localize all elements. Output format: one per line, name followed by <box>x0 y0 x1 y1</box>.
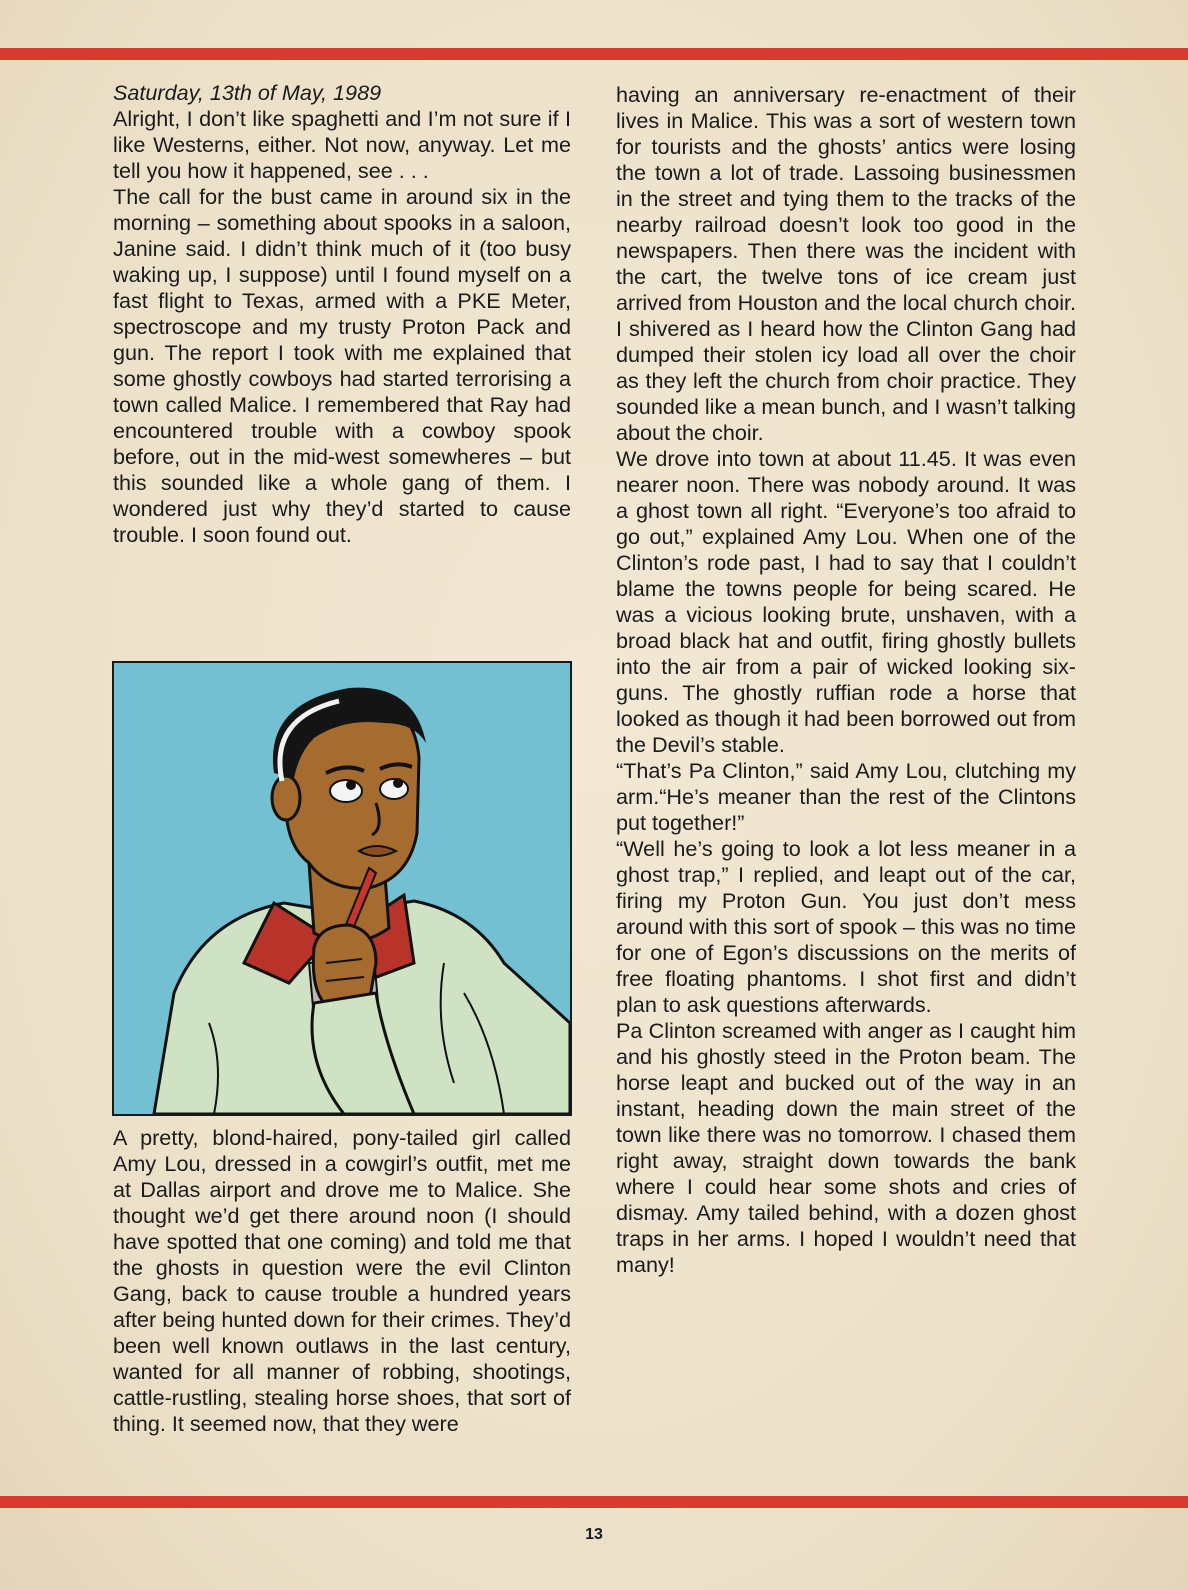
left-eye <box>330 780 362 802</box>
bottom-red-rule <box>0 1496 1188 1508</box>
paragraph: “Well he’s going to look a lot less meaner in a ghost trap,” I replied, and leapt out of the car, firing my Proton Gun. You just don’t mess around with this sort of spook – this was no time for one of Egon’s discussions on the merits of free floating phantoms. I shot first and didn’t plan to ask questions afterwards. <box>616 836 1076 1017</box>
paragraph: The call for the bust came in around six in the morning – something about spooks in a saloon, Janine said. I didn’t think much of it (too busy waking up, I suppose) until I found myself on a fast flight to Texas, armed with a PKE Meter, spectroscope and my trusty Proton Pack and gun. The report I took with me explained that some ghostly cowboys had started terrorising a town called Malice. I remembered that Ray had encountered trouble with a cowboy spook before, out in the mid-west somewheres – but this sounded like a whole gang of them. I wondered just why they’d started to cause trouble. I soon found out. <box>113 184 571 547</box>
character-portrait <box>114 663 570 1114</box>
paragraph: having an anniversary re-enactment of their lives in Malice. This was a sort of western town for tourists and the ghosts’ antics were losing the town a lot of trade. Lassoing businessmen in the street and tying them to the tracks of the nearby railroad doesn’t look too good in the newspapers. Then there was the incident with the cart, the twelve tons of ice cream just arrived from Houston and the local church choir. I shivered as I heard how the Clinton Gang had dumped their stolen icy load all over the choir as they left the church from choir practice. They sounded like a mean bunch, and I wasn’t talking about the choir. <box>616 82 1076 445</box>
paragraph: Alright, I don’t like spaghetti and I’m not sure if I like Westerns, either. Not now, anyway. Let me tell you how it happened, see . . . <box>113 106 571 183</box>
paragraph: We drove into town at about 11.45. It was even nearer noon. There was nobody around. It was a ghost town all right. “Everyone’s too afraid to go out,” explained Amy Lou. When one of the Clinton’s rode past, I had to say that I couldn’t blame the towns people for being scared. He was a vicious looking brute, unshaven, with a broad black hat and outfit, firing ghostly bullets into the air from a pair of wicked looking six-guns. The ghostly ruffian rode a horse that looked as though it had been borrowed out from the Devil’s stable. <box>616 446 1076 757</box>
comic-illustration <box>112 661 572 1116</box>
top-red-rule <box>0 48 1188 60</box>
left-lower-column <box>113 1125 571 1437</box>
right-pupil <box>393 778 403 788</box>
ear <box>272 776 300 820</box>
paragraph: “That’s Pa Clinton,” said Amy Lou, clutching my arm.“He’s meaner than the rest of the Clintons put together!” <box>616 758 1076 835</box>
paragraph: Pa Clinton screamed with anger as I caught him and his ghostly steed in the Proton beam. The horse leapt and bucked out of the way in an instant, heading down the main street of the town like there was no tomorrow. I chased them right away, straight down towards the bank where I could hear some shots and cries of dismay. Amy tailed behind, with a dozen ghost traps in her arms. I hoped I wouldn’t need that many! <box>616 1018 1076 1277</box>
article-date: Saturday, 13th of May, 1989 <box>113 80 382 105</box>
right-column <box>616 82 1076 1278</box>
page-number: 13 <box>585 1526 603 1543</box>
left-pupil <box>346 780 356 790</box>
paragraph: A pretty, blond-haired, pony-tailed girl called Amy Lou, dressed in a cowgirl’s outfit, met me at Dallas airport and drove me to Malice. She thought we’d get there around noon (I should have spotted that one coming) and told me that the ghosts in question were the evil Clinton Gang, back to cause trouble a hundred years after being hunted down for their crimes. They’d been well known outlaws in the last century, wanted for all manner of robbing, shootings, cattle-rustling, stealing horse shoes, that sort of thing. It seemed now, that they were <box>113 1125 571 1436</box>
left-column <box>113 80 571 548</box>
